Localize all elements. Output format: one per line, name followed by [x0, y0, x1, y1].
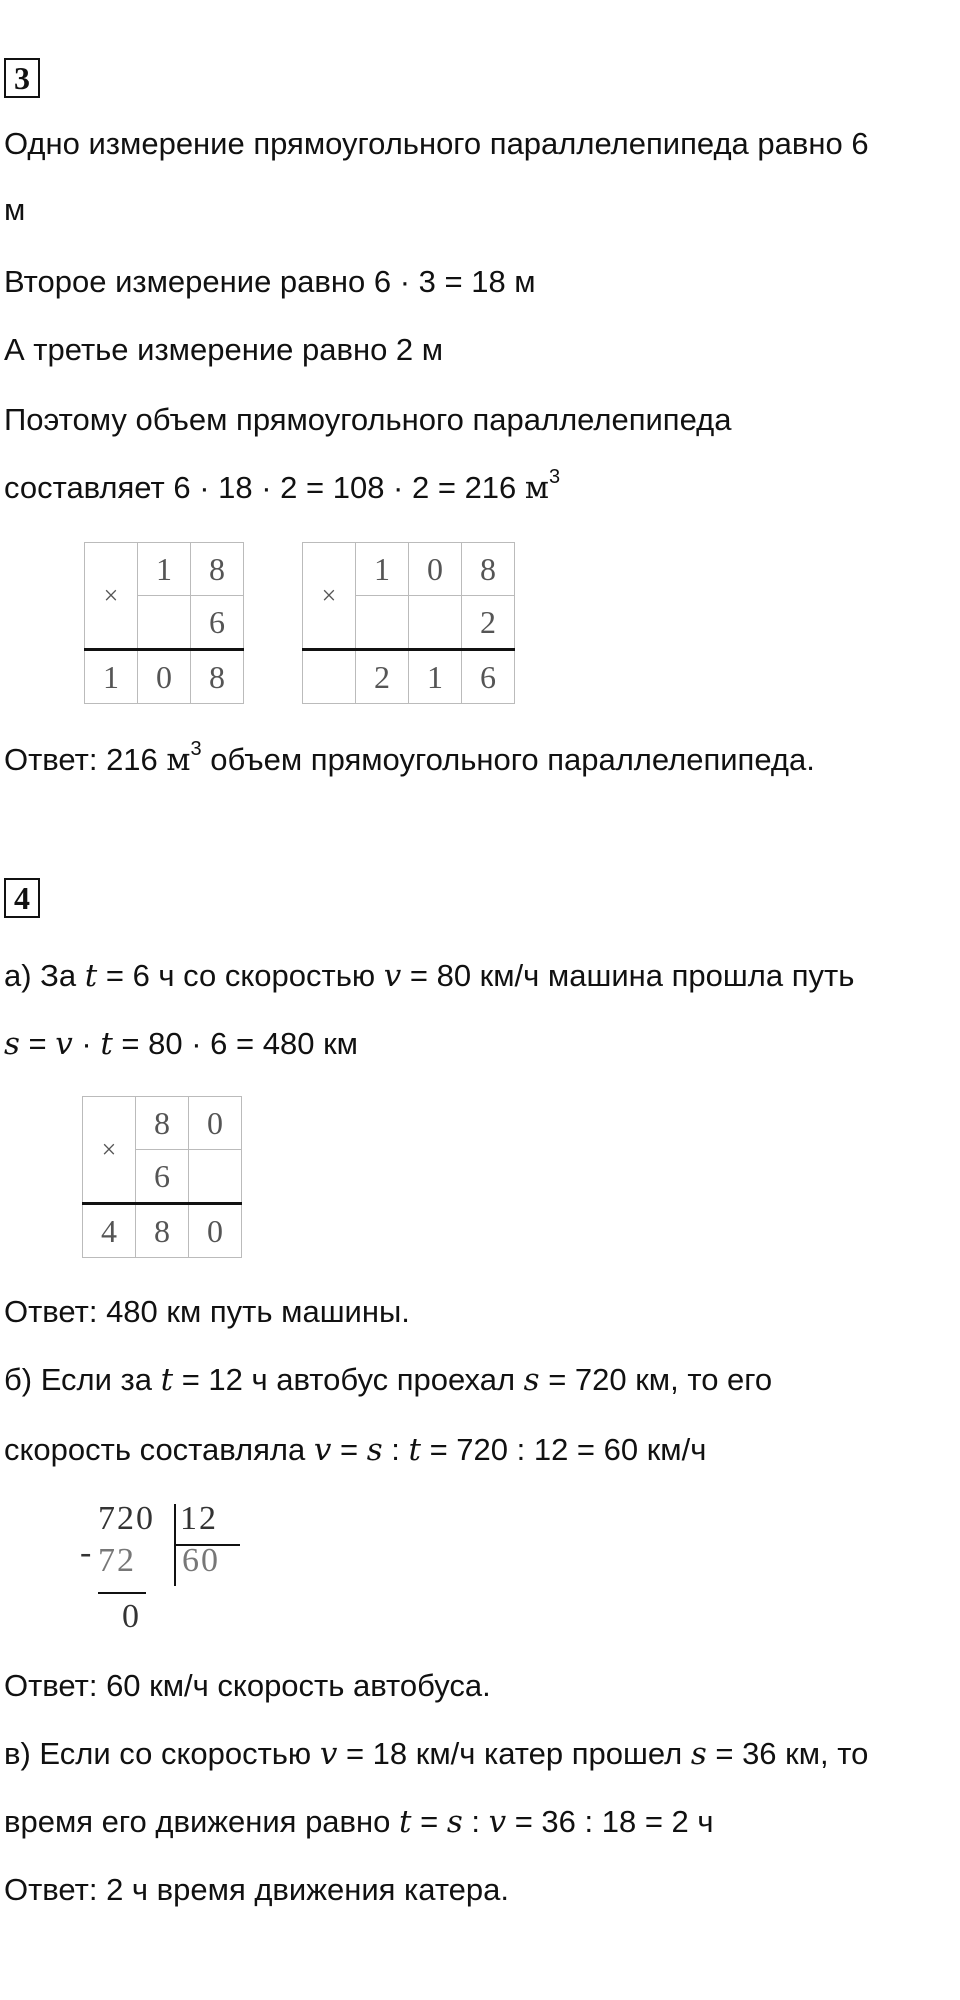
var-t: t: [408, 1432, 421, 1468]
text: =: [19, 1026, 56, 1061]
divisor: 12: [180, 1500, 218, 1537]
var-t: t: [160, 1362, 174, 1398]
text: = 12 ч автобус проехал: [173, 1362, 524, 1397]
subtraction-line: [98, 1592, 146, 1594]
digit: 6: [191, 596, 244, 650]
digit: 8: [136, 1097, 189, 1150]
text: =: [331, 1432, 367, 1467]
digit: 1: [356, 543, 409, 596]
var-t: t: [100, 1026, 113, 1062]
text: = 36 : 18 = 2 ч: [506, 1804, 714, 1839]
var-t: t: [399, 1804, 412, 1840]
text-line: Второе измерение равно 6 · 3 = 18 м: [4, 264, 536, 299]
subtrahend: 72: [98, 1542, 136, 1579]
text-line: [4, 465, 561, 508]
digit: [409, 596, 462, 650]
var-s: s: [4, 1026, 20, 1062]
text-line: [4, 1430, 706, 1470]
answer-line: Ответ: 2 ч время движения катера.: [4, 1872, 510, 1907]
digit: 0: [189, 1204, 242, 1258]
text: ·: [72, 1026, 101, 1061]
var-v: v: [488, 1804, 507, 1840]
text: в) Если со скоростью: [4, 1736, 320, 1771]
digit: 1: [409, 650, 462, 704]
exponent: 3: [190, 737, 202, 760]
var-t: t: [84, 958, 98, 994]
dividend: 720: [98, 1500, 155, 1537]
digit: 6: [136, 1150, 189, 1204]
text-line: [4, 1360, 772, 1400]
digit: 1: [138, 543, 191, 596]
digit: 6: [462, 650, 515, 704]
problem-number-3: 3: [4, 58, 40, 98]
problem-number-4: 4: [4, 878, 40, 918]
text: время его движения равно: [4, 1804, 399, 1839]
text: скорость составляла: [4, 1432, 314, 1467]
digit: 2: [356, 650, 409, 704]
digit: [303, 650, 356, 704]
multiplication-18x6: [84, 542, 244, 704]
text: = 80 км/ч машина прошла путь: [401, 958, 855, 993]
exponent: 3: [549, 465, 561, 488]
text-line: Одно измерение прямоугольного параллелепипеда равно 6: [4, 126, 869, 161]
digit: [138, 596, 191, 650]
var-s: s: [366, 1432, 383, 1468]
answer-line: [4, 737, 815, 780]
digit: 0: [409, 543, 462, 596]
text-line: Поэтому объем прямоугольного параллелепипеда: [4, 402, 732, 437]
digit: 8: [136, 1204, 189, 1258]
var-v: v: [383, 958, 402, 994]
text-line: м: [4, 192, 26, 227]
quotient: 60: [182, 1542, 220, 1579]
text: = 6 ч со скоростью: [97, 958, 384, 993]
unit: м: [166, 742, 191, 778]
text: объем прямоугольного параллелепипеда.: [201, 742, 815, 777]
digit: 2: [462, 596, 515, 650]
text: = 80 · 6 = 480 км: [112, 1026, 358, 1061]
unit: м: [524, 470, 550, 506]
times-sign: ×: [303, 543, 356, 650]
var-s: s: [523, 1362, 540, 1398]
var-v: v: [55, 1026, 73, 1062]
text: = 720 км, то его: [539, 1362, 773, 1397]
text-line: [4, 956, 854, 996]
text-line: А третье измерение равно 2 м: [4, 332, 444, 367]
var-s: s: [446, 1804, 463, 1840]
digit: 4: [83, 1204, 136, 1258]
text-line: [4, 1734, 868, 1774]
text: составляет 6 · 18 · 2 = 108 · 2 = 216: [4, 470, 525, 505]
text: :: [382, 1432, 409, 1467]
long-division-720-12: [80, 1500, 240, 1640]
multiplication-108x2: [302, 542, 515, 704]
digit: 1: [85, 650, 138, 704]
var-v: v: [313, 1432, 332, 1468]
digit: [356, 596, 409, 650]
times-sign: ×: [83, 1097, 136, 1204]
text: = 720 : 12 = 60 км/ч: [420, 1432, 707, 1467]
digit: 0: [138, 650, 191, 704]
digit: 8: [462, 543, 515, 596]
text: = 36 км, то: [706, 1736, 869, 1771]
multiplication-80x6: [82, 1096, 242, 1258]
digit: 8: [191, 543, 244, 596]
text: = 18 км/ч катер прошел: [337, 1736, 691, 1771]
text-line: [4, 1802, 714, 1842]
digit: 0: [189, 1097, 242, 1150]
remainder: 0: [122, 1598, 141, 1635]
text-line: [4, 1024, 358, 1064]
answer-line: Ответ: 60 км/ч скорость автобуса.: [4, 1668, 491, 1703]
var-v: v: [319, 1736, 338, 1772]
text: :: [462, 1804, 489, 1839]
digit: [189, 1150, 242, 1204]
text: б) Если за: [4, 1362, 161, 1397]
minus-sign: -: [80, 1534, 94, 1571]
times-sign: ×: [85, 543, 138, 650]
text: Ответ: 216: [4, 742, 167, 777]
text: =: [411, 1804, 447, 1839]
var-s: s: [690, 1736, 707, 1772]
text: а) За: [4, 958, 85, 993]
answer-line: Ответ: 480 км путь машины.: [4, 1294, 410, 1329]
digit: 8: [191, 650, 244, 704]
